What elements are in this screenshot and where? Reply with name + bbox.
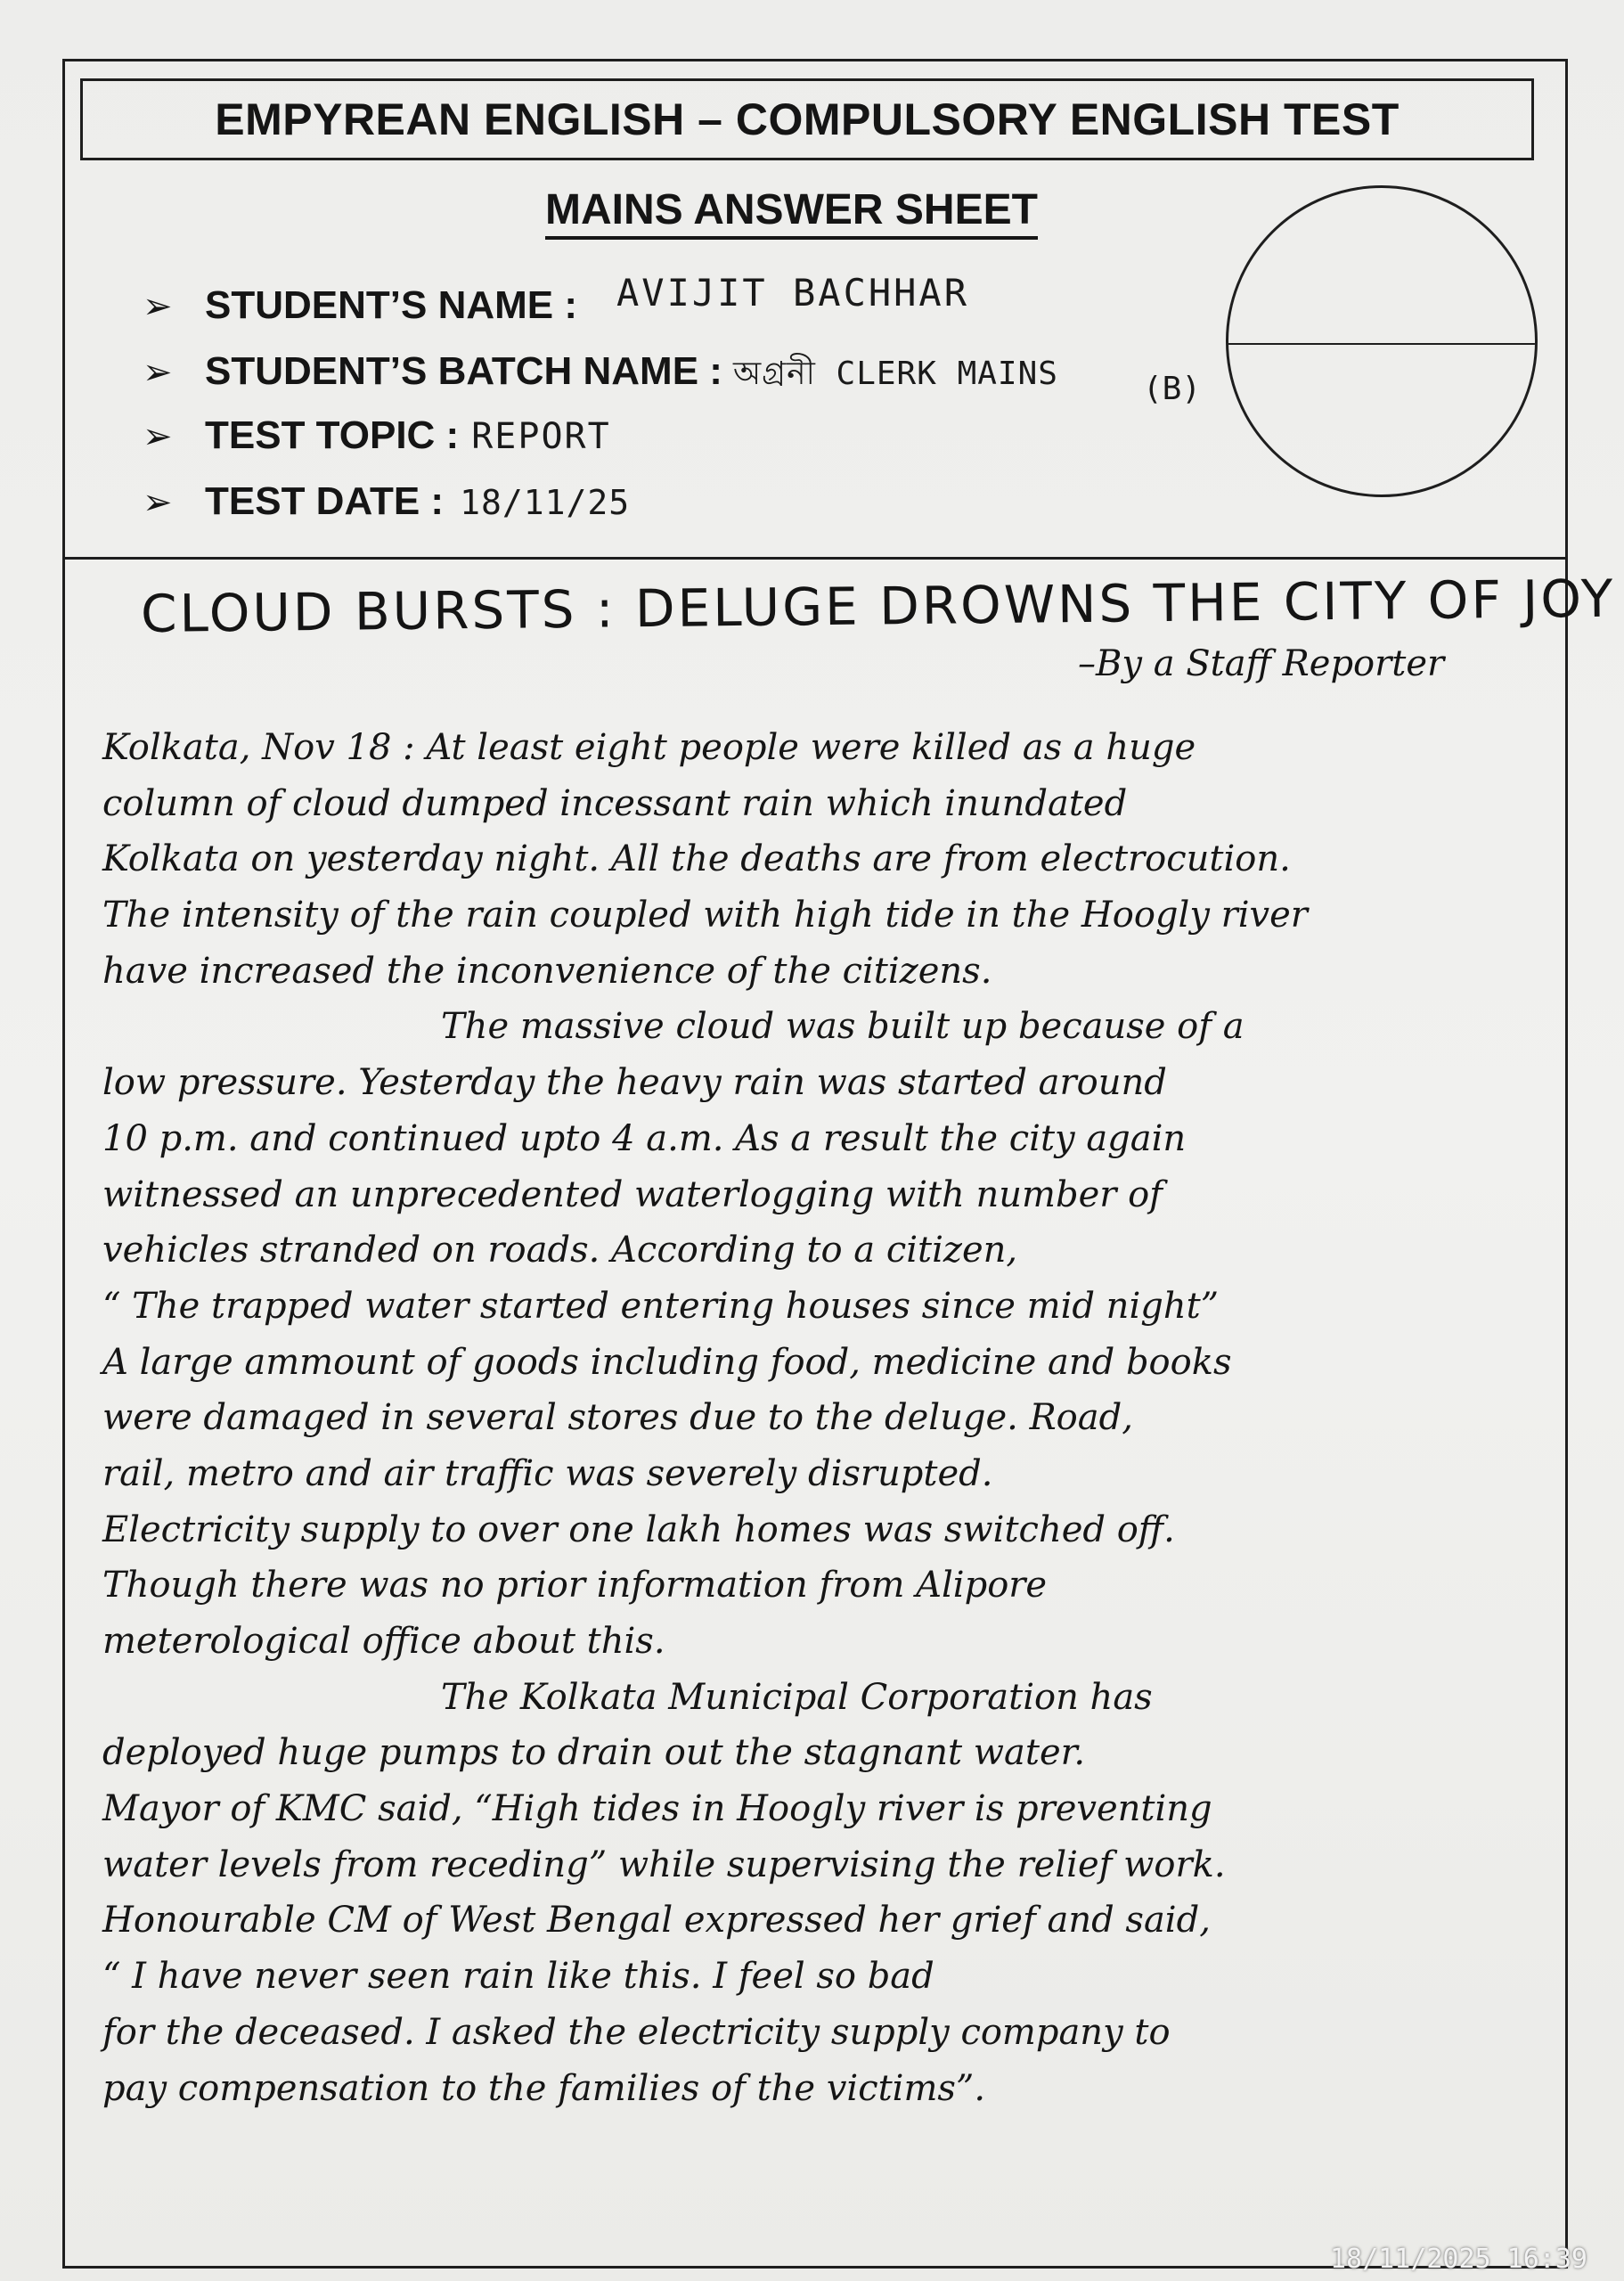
arrow-bullet-icon: ➢ (143, 416, 173, 457)
header-box (80, 78, 1534, 160)
report-line: column of cloud dumped incessant rain which inundated (102, 782, 1128, 824)
report-line: Mayor of KMC said, “High tides in Hoogly river is preventing (102, 1788, 1212, 1830)
report-line: A large ammount of goods including food, medicine and books (102, 1341, 1232, 1383)
test-date-value: 18/11/25 (460, 483, 631, 522)
report-body (102, 720, 1581, 2116)
report-line: Kolkata, Nov 18 : At least eight people were killed as a huge (102, 727, 1196, 768)
report-line: witnessed an unprecedented waterlogging with number of (102, 1173, 1163, 1215)
report-line: The intensity of the rain coupled with high tide in the Hoogly river (102, 895, 1308, 936)
report-line: were damaged in several stores due to the deluge. Road, (102, 1397, 1133, 1439)
report-line: The massive cloud was built up because of a (441, 1006, 1245, 1048)
batch-name-field (143, 349, 1058, 403)
report-line: Electricity supply to over one lakh homes was switched off. (102, 1508, 1175, 1550)
test-topic-field (143, 413, 611, 458)
report-line: have increased the inconvenience of the citizens. (102, 950, 992, 992)
report-line: vehicles stranded on roads. According to a citizen, (102, 1230, 1018, 1271)
report-line: deployed huge pumps to drain out the stagnant water. (102, 1732, 1086, 1774)
report-line: Kolkata on yesterday night. All the deaths are from electrocution. (102, 838, 1291, 880)
report-line: low pressure. Yesterday the heavy rain was started around (102, 1062, 1167, 1104)
report-line: for the deceased. I asked the electricity supply company to (102, 2011, 1171, 2053)
report-line: 10 p.m. and continued upto 4 a.m. As a result the city again (102, 1117, 1187, 1159)
batch-suffix: (B) (1143, 371, 1202, 407)
report-line: meterological office about this. (102, 1621, 665, 1662)
student-name-value: AVIJIT BACHHAR (616, 271, 970, 315)
report-byline: –By a Staff Reporter (1078, 643, 1445, 684)
section-divider (62, 557, 1568, 560)
batch-name-value: অগ্রনী CLERK MAINS (732, 356, 1058, 392)
student-name-field (143, 271, 970, 328)
report-headline: CLOUD BURSTS : DELUGE DROWNS THE CITY OF JOY (140, 568, 1616, 644)
test-topic-value: REPORT (471, 416, 611, 457)
score-circle (1226, 185, 1538, 497)
sheet-title: MAINS ANSWER SHEET (545, 187, 1038, 240)
test-title: EMPYREAN ENGLISH – COMPULSORY ENGLISH TEST (215, 94, 1400, 144)
report-line: Though there was no prior information from Alipore (102, 1565, 1048, 1607)
report-line: “ I have never seen rain like this. I feel so bad (102, 1956, 934, 1998)
report-line: “ The trapped water started entering houses since mid night” (102, 1285, 1220, 1327)
arrow-bullet-icon: ➢ (143, 286, 173, 327)
report-line: Honourable CM of West Bengal expressed her grief and said, (102, 1900, 1211, 1942)
field-label: TEST TOPIC : (205, 413, 460, 457)
camera-timestamp: 18/11/2025 16:39 (1330, 2244, 1587, 2275)
field-label: TEST DATE : (205, 479, 445, 523)
arrow-bullet-icon: ➢ (143, 482, 173, 523)
test-date-field (143, 479, 630, 524)
score-divider (1228, 343, 1535, 345)
report-line: water levels from receding” while supervising the relief work. (102, 1844, 1226, 1885)
arrow-bullet-icon: ➢ (143, 352, 173, 393)
report-line: The Kolkata Municipal Corporation has (441, 1676, 1153, 1718)
report-line: rail, metro and air traffic was severely disrupted. (102, 1452, 993, 1494)
field-label: STUDENT’S NAME : (205, 283, 577, 327)
field-label: STUDENT’S BATCH NAME : (205, 349, 722, 393)
report-line: pay compensation to the families of the victims”. (102, 2067, 986, 2109)
